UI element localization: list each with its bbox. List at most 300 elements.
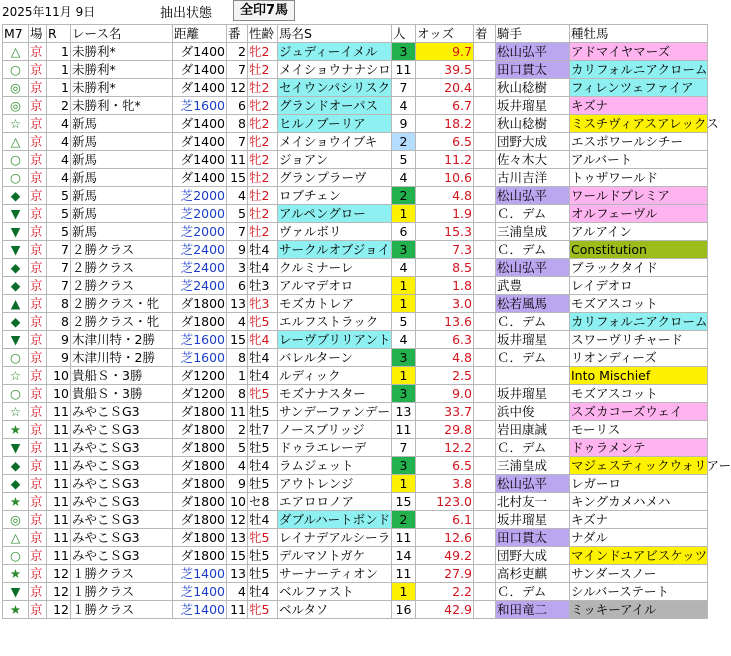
popularity-cell: 13 (392, 403, 416, 421)
col-header-odds[interactable]: オッズ (416, 25, 474, 43)
distance-cell (173, 385, 227, 403)
jockey-cell: 岩田康誠 (496, 421, 570, 439)
mark-cell: ★ (3, 601, 29, 619)
popularity-cell: 9 (392, 115, 416, 133)
jockey-cell: 松山弘平 (496, 187, 570, 205)
distance-value: 1600 (193, 350, 225, 365)
table-row[interactable] (3, 187, 708, 205)
jockey-cell: 北村友一 (496, 493, 570, 511)
horse-number-cell: 13 (227, 565, 248, 583)
horse-number-cell: 4 (227, 187, 248, 205)
col-header-sire[interactable]: 種牡馬 (570, 25, 708, 43)
col-header-race-number[interactable]: R (47, 25, 71, 43)
table-row[interactable] (3, 565, 708, 583)
sex-age-cell: 牝2 (248, 133, 278, 151)
mark-cell: ○ (3, 151, 29, 169)
race-name-cell: 未勝利* (71, 79, 173, 97)
table-row[interactable] (3, 151, 708, 169)
sex-age-cell: 牝4 (248, 331, 278, 349)
place-cell: 京 (29, 601, 47, 619)
mark-cell: ◆ (3, 313, 29, 331)
horse-name-cell: アルペングロー (278, 205, 392, 223)
jockey-cell: 佐々木大 (496, 151, 570, 169)
surface-label: ダ (180, 134, 194, 149)
popularity-cell: 3 (392, 43, 416, 61)
race-number-cell: 12 (47, 565, 71, 583)
odds-cell: 12.6 (416, 529, 474, 547)
popularity-cell: 7 (392, 79, 416, 97)
surface-label: ダ (180, 458, 194, 473)
odds-cell: 29.8 (416, 421, 474, 439)
jockey-cell: 秋山稔樹 (496, 79, 570, 97)
horse-number-cell: 2 (227, 421, 248, 439)
surface-label: 芝 (180, 584, 194, 599)
sire-cell: アルバート (570, 151, 708, 169)
distance-value: 1800 (193, 422, 225, 437)
finish-cell (474, 439, 496, 457)
horse-name-cell: セイウンパシリスク (279, 80, 391, 95)
odds-cell: 6.5 (416, 133, 474, 151)
table-row[interactable] (3, 439, 708, 457)
top-bar (0, 0, 709, 22)
race-name-cell: ２勝クラス・牝 (71, 313, 173, 331)
table-row[interactable] (3, 367, 708, 385)
horse-number-cell: 4 (227, 313, 248, 331)
col-header-sex-age[interactable]: 性齢 (248, 25, 278, 43)
odds-cell: 33.7 (416, 403, 474, 421)
popularity-cell: 6 (392, 223, 416, 241)
distance-cell (173, 511, 227, 529)
race-name-cell: みやこＳG3 (71, 529, 173, 547)
table-row[interactable] (3, 421, 708, 439)
distance-value: 1800 (193, 404, 225, 419)
sire-cell: ミスチヴィアスアレックス (571, 116, 719, 131)
sire-cell: ミッキーアイル (570, 601, 708, 619)
distance-cell (173, 295, 227, 313)
col-header-horse-name[interactable]: 馬名S (278, 25, 392, 43)
popularity-cell: 2 (392, 511, 416, 529)
mark-cell: △ (3, 529, 29, 547)
popularity-cell: 16 (392, 601, 416, 619)
horse-number-cell: 4 (227, 457, 248, 475)
race-name-cell: みやこＳG3 (71, 547, 173, 565)
table-row[interactable] (3, 169, 708, 187)
horse-name-cell: デルマソトガケ (278, 547, 392, 565)
date-label: 2025年11月 9日 (2, 5, 96, 19)
distance-cell (173, 61, 227, 79)
odds-cell: 18.2 (416, 115, 474, 133)
table-row[interactable] (3, 61, 708, 79)
horse-name-cell: サークルオブジョイ (279, 242, 391, 257)
horse-name-cell: ヴァルボリ (278, 223, 392, 241)
mark-cell: ◆ (3, 259, 29, 277)
horse-name-cell: ロブチェン (278, 187, 392, 205)
odds-cell: 123.0 (416, 493, 474, 511)
mark-cell: ▼ (3, 331, 29, 349)
sex-age-cell: 牝2 (248, 43, 278, 61)
distance-cell (173, 457, 227, 475)
distance-cell (173, 97, 227, 115)
sex-age-cell: 牡5 (248, 475, 278, 493)
place-cell: 京 (29, 133, 47, 151)
distance-cell (173, 349, 227, 367)
race-marks-table (2, 24, 731, 619)
distance-cell (173, 367, 227, 385)
table-row[interactable] (3, 133, 708, 151)
surface-label: ダ (180, 512, 194, 527)
sex-age-cell: 牝5 (248, 529, 278, 547)
mark-cell: ○ (3, 349, 29, 367)
race-number-cell: 9 (47, 349, 71, 367)
surface-label: 芝 (180, 242, 194, 257)
sire-cell: アルアイン (570, 223, 708, 241)
horse-name-cell: グランドオーパス (278, 97, 392, 115)
col-header-distance[interactable]: 距離 (173, 25, 227, 43)
popularity-cell: 15 (392, 493, 416, 511)
horse-name-cell: モズカトレア (278, 295, 392, 313)
place-cell: 京 (29, 583, 47, 601)
finish-cell (474, 115, 496, 133)
mark-cell: △ (3, 133, 29, 151)
horse-name-cell: ルディック (278, 367, 392, 385)
sire-cell: カリフォルニアクローム (571, 62, 708, 77)
race-number-cell: 4 (47, 115, 71, 133)
jockey-cell: 坂井瑠星 (496, 97, 570, 115)
tab-all-marks[interactable]: 全印7馬 (233, 0, 295, 21)
distance-value: 1800 (193, 530, 225, 545)
distance-value: 1400 (193, 80, 225, 95)
horse-number-cell: 4 (227, 583, 248, 601)
surface-label: ダ (180, 386, 194, 401)
sire-cell: キングカメハメハ (570, 493, 708, 511)
race-number-cell: 11 (47, 493, 71, 511)
table-row[interactable] (3, 349, 708, 367)
sire-cell: マジェスティックウォリアー (571, 458, 731, 473)
jockey-cell: 坂井瑠星 (496, 511, 570, 529)
place-cell: 京 (29, 331, 47, 349)
race-name-cell: 貴船Ｓ・3勝 (71, 385, 173, 403)
place-cell: 京 (29, 187, 47, 205)
finish-cell (474, 187, 496, 205)
finish-cell (474, 295, 496, 313)
distance-cell (173, 205, 227, 223)
finish-cell (474, 151, 496, 169)
table-row[interactable] (3, 313, 708, 331)
table-row[interactable] (3, 43, 708, 61)
popularity-cell: 4 (392, 169, 416, 187)
finish-cell (474, 169, 496, 187)
mark-cell: ◎ (3, 97, 29, 115)
race-name-cell: みやこＳG3 (71, 475, 173, 493)
sire-cell: キズナ (570, 511, 708, 529)
odds-cell: 3.8 (416, 475, 474, 493)
odds-cell: 20.4 (416, 79, 474, 97)
distance-value: 1800 (193, 494, 225, 509)
distance-cell (173, 529, 227, 547)
horse-name-cell: サーナーティオン (278, 565, 392, 583)
table-row[interactable] (3, 241, 708, 259)
table-row[interactable] (3, 295, 708, 313)
table-row[interactable] (3, 277, 708, 295)
horse-name-cell: サンデーファンデー (279, 404, 391, 419)
place-cell: 京 (29, 223, 47, 241)
sire-cell: ワールドプレミア (570, 187, 708, 205)
distance-value: 2000 (193, 206, 225, 221)
table-row[interactable] (3, 511, 708, 529)
sire-cell: マインドユアビスケッツ (571, 548, 708, 563)
sex-age-cell: 牝5 (248, 313, 278, 331)
col-header-place[interactable]: 場 (29, 25, 47, 43)
col-header-horse-number[interactable]: 番 (227, 25, 248, 43)
surface-label: 芝 (180, 566, 194, 581)
surface-label: ダ (180, 44, 194, 59)
sex-age-cell: 牡4 (248, 259, 278, 277)
distance-cell (173, 277, 227, 295)
col-header-jockey[interactable]: 騎手 (496, 25, 570, 43)
mark-cell: ◆ (3, 457, 29, 475)
mark-cell: ☆ (3, 115, 29, 133)
sire-cell: サンダースノー (570, 565, 708, 583)
table-row[interactable] (3, 583, 708, 601)
horse-name-cell: ラムジェット (278, 457, 392, 475)
odds-cell: 6.1 (416, 511, 474, 529)
jockey-cell: 和田竜二 (496, 601, 570, 619)
race-name-cell: ２勝クラス (71, 277, 173, 295)
sex-age-cell: 牡2 (248, 79, 278, 97)
race-name-cell: 貴船Ｓ・3勝 (71, 367, 173, 385)
col-header-race-name[interactable]: レース名 (71, 25, 173, 43)
jockey-cell: 武豊 (496, 277, 570, 295)
horse-number-cell: 5 (227, 439, 248, 457)
table-row[interactable] (3, 403, 708, 421)
race-name-cell: 新馬 (71, 169, 173, 187)
distance-cell (173, 583, 227, 601)
race-name-cell: 新馬 (71, 151, 173, 169)
race-number-cell: 11 (47, 547, 71, 565)
sire-cell: モーリス (570, 421, 708, 439)
race-number-cell: 8 (47, 295, 71, 313)
distance-value: 1400 (193, 116, 225, 131)
horse-name-cell: ドゥラエレーデ (278, 439, 392, 457)
surface-label: ダ (180, 530, 194, 545)
jockey-cell: Ｃ．デム (496, 439, 570, 457)
horse-name-cell: ダブルハートボンド (279, 512, 391, 527)
horse-number-cell: 15 (227, 547, 248, 565)
finish-cell (474, 223, 496, 241)
horse-number-cell: 6 (227, 97, 248, 115)
horse-number-cell: 1 (227, 367, 248, 385)
sex-age-cell: 牡7 (248, 421, 278, 439)
horse-number-cell: 6 (227, 277, 248, 295)
distance-value: 2000 (193, 188, 225, 203)
table-row[interactable] (3, 97, 708, 115)
surface-label: ダ (180, 62, 194, 77)
sire-cell: シルバーステート (570, 583, 708, 601)
horse-number-cell: 8 (227, 349, 248, 367)
distance-value: 1800 (193, 440, 225, 455)
place-cell: 京 (29, 43, 47, 61)
jockey-cell: 田口貫太 (496, 529, 570, 547)
mark-cell: △ (3, 43, 29, 61)
race-name-cell: 未勝利・牝* (71, 97, 173, 115)
filter-state-label: 抽出状態 (160, 6, 213, 21)
col-header-mark[interactable]: M7 (3, 25, 29, 43)
place-cell: 京 (29, 259, 47, 277)
race-name-cell: 新馬 (71, 187, 173, 205)
finish-cell (474, 421, 496, 439)
place-cell: 京 (29, 205, 47, 223)
sire-cell: ドゥラメンテ (570, 439, 708, 457)
horse-name-cell: ベルタソ (278, 601, 392, 619)
horse-number-cell: 10 (227, 493, 248, 511)
table-row[interactable] (3, 115, 708, 133)
jockey-cell: Ｃ．デム (496, 205, 570, 223)
race-number-cell: 11 (47, 475, 71, 493)
distance-cell (173, 439, 227, 457)
finish-cell (474, 493, 496, 511)
table-row[interactable] (3, 475, 708, 493)
sex-age-cell: 牡3 (248, 277, 278, 295)
distance-value: 1800 (193, 548, 225, 563)
table-row[interactable] (3, 259, 708, 277)
popularity-cell: 2 (392, 187, 416, 205)
surface-label: ダ (180, 404, 194, 419)
col-header-finish[interactable]: 着 (474, 25, 496, 43)
mark-cell: ○ (3, 385, 29, 403)
popularity-cell: 1 (392, 367, 416, 385)
horse-name-cell: クルミナーレ (278, 259, 392, 277)
race-name-cell: ２勝クラス (71, 241, 173, 259)
odds-cell: 1.8 (416, 277, 474, 295)
surface-label: ダ (180, 440, 194, 455)
odds-cell: 2.2 (416, 583, 474, 601)
horse-name-cell: エアロロノア (278, 493, 392, 511)
odds-cell: 27.9 (416, 565, 474, 583)
table-row[interactable] (3, 223, 708, 241)
surface-label: ダ (180, 314, 194, 329)
horse-number-cell: 3 (227, 259, 248, 277)
horse-number-cell: 7 (227, 61, 248, 79)
finish-cell (474, 475, 496, 493)
popularity-cell: 11 (392, 61, 416, 79)
col-header-popularity[interactable]: 人 (392, 25, 416, 43)
race-number-cell: 7 (47, 277, 71, 295)
distance-cell (173, 493, 227, 511)
finish-cell (474, 205, 496, 223)
horse-number-cell: 11 (227, 403, 248, 421)
horse-number-cell: 11 (227, 601, 248, 619)
surface-label: 芝 (180, 188, 194, 203)
table-row[interactable] (3, 205, 708, 223)
horse-number-cell: 15 (227, 331, 248, 349)
table-row[interactable] (3, 457, 708, 475)
odds-cell: 4.8 (416, 187, 474, 205)
sex-age-cell: 牡2 (248, 223, 278, 241)
table-row[interactable] (3, 79, 708, 97)
race-number-cell: 12 (47, 601, 71, 619)
finish-cell (474, 349, 496, 367)
sex-age-cell: 牝2 (248, 97, 278, 115)
table-row[interactable] (3, 331, 708, 349)
place-cell: 京 (29, 547, 47, 565)
distance-value: 1400 (193, 44, 225, 59)
table-row[interactable] (3, 547, 708, 565)
sire-cell: エスポワールシチー (570, 133, 708, 151)
place-cell: 京 (29, 475, 47, 493)
mark-cell: ◆ (3, 187, 29, 205)
sire-cell: キズナ (570, 97, 708, 115)
distance-value: 1400 (193, 566, 225, 581)
surface-label: ダ (180, 548, 194, 563)
surface-label: ダ (180, 368, 194, 383)
odds-cell: 49.2 (416, 547, 474, 565)
jockey-cell: 松山弘平 (496, 259, 570, 277)
jockey-cell: 団野大成 (496, 547, 570, 565)
distance-value: 1400 (193, 602, 225, 617)
table-row[interactable] (3, 529, 708, 547)
mark-cell: ★ (3, 421, 29, 439)
popularity-cell: 11 (392, 529, 416, 547)
place-cell: 京 (29, 79, 47, 97)
finish-cell (474, 547, 496, 565)
race-number-cell: 5 (47, 223, 71, 241)
sex-age-cell: 牡5 (248, 439, 278, 457)
finish-cell (474, 277, 496, 295)
jockey-cell: 坂井瑠星 (496, 385, 570, 403)
odds-cell: 11.2 (416, 151, 474, 169)
place-cell: 京 (29, 295, 47, 313)
jockey-cell: 松山弘平 (496, 43, 570, 61)
table-row[interactable] (3, 385, 708, 403)
distance-cell (173, 565, 227, 583)
finish-cell (474, 79, 496, 97)
jockey-cell: 田口貫太 (496, 61, 570, 79)
horse-name-cell: グランプラーヴ (278, 169, 392, 187)
race-number-cell: 11 (47, 511, 71, 529)
finish-cell (474, 133, 496, 151)
surface-label: ダ (180, 152, 194, 167)
race-number-cell: 9 (47, 331, 71, 349)
race-number-cell: 11 (47, 403, 71, 421)
odds-cell: 6.3 (416, 331, 474, 349)
race-name-cell: みやこＳG3 (71, 403, 173, 421)
distance-value: 1800 (193, 296, 225, 311)
popularity-cell: 11 (392, 421, 416, 439)
mark-cell: ★ (3, 565, 29, 583)
race-number-cell: 7 (47, 241, 71, 259)
horse-name-cell: アウトレンジ (278, 475, 392, 493)
distance-value: 1800 (193, 314, 225, 329)
sire-cell: フィレンツェファイア (570, 79, 708, 97)
table-row[interactable] (3, 493, 708, 511)
sex-age-cell: 牡2 (248, 205, 278, 223)
surface-label: 芝 (180, 98, 194, 113)
popularity-cell: 4 (392, 259, 416, 277)
horse-name-cell: メイショウイブキ (278, 133, 392, 151)
table-row[interactable] (3, 601, 708, 619)
distance-value: 2400 (193, 278, 225, 293)
odds-cell: 9.7 (416, 43, 474, 61)
race-name-cell: 新馬 (71, 133, 173, 151)
odds-cell: 7.3 (416, 241, 474, 259)
surface-label: 芝 (180, 206, 194, 221)
place-cell: 京 (29, 439, 47, 457)
mark-cell: ☆ (3, 403, 29, 421)
odds-cell: 9.0 (416, 385, 474, 403)
jockey-cell: 古川吉洋 (496, 169, 570, 187)
surface-label: 芝 (180, 278, 194, 293)
mark-cell: ▼ (3, 223, 29, 241)
